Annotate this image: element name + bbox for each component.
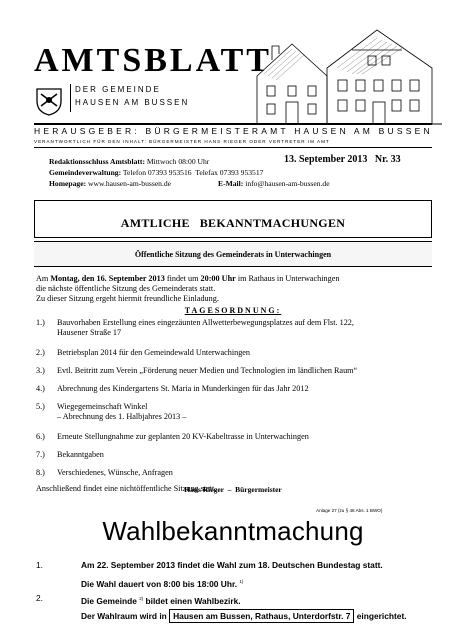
agenda-item-text: Verschiedenes, Wünsche, Anfragen (57, 468, 173, 477)
signature: Hans Rieger – Bürgermeister (184, 485, 282, 494)
polling-text-a: Der Wahlraum wird in (81, 611, 170, 621)
masthead-subtitle-line2: HAUSEN AM BUSSEN (75, 98, 190, 107)
intro-text-e: im Rathaus in Unterwachingen (235, 274, 340, 283)
closing-note: Anschließend findet eine nichtöffentliche Sitzung statt. (36, 484, 217, 493)
administration-line (49, 167, 263, 178)
annex-reference: Anlage 27 (zu § 48 Abs. 1 BWO) (316, 508, 383, 513)
subsection-title: Öffentliche Sitzung des Gemeinderats in Unterwachingen (134, 250, 332, 259)
masthead-subtitle-line1: DER GEMEINDE (75, 85, 161, 94)
email-link[interactable]: info@hausen-am-bussen.de (245, 179, 330, 188)
agenda-item-number: 5.) (36, 402, 45, 411)
election-hours-text (81, 576, 243, 590)
intro-text-c: findet um (164, 274, 201, 283)
agenda-item-text: Erneute Stellungnahme zur geplanten 20 KV-Kabeltrasse in Unterwachingen (57, 432, 309, 441)
polling-text-b: eingerichtet. (354, 611, 407, 621)
agenda-item-number: 6.) (36, 432, 45, 441)
footnote-marker-2: 2) (139, 596, 144, 601)
homepage-label: Homepage: (49, 179, 87, 188)
publisher-line: HERAUSGEBER: BÜRGERMEISTERAMT HAUSEN AM BUSSEN (34, 126, 433, 136)
meeting-date: Montag, den 16. September 2013 (50, 274, 165, 283)
footnote-marker-1: 1) (239, 579, 244, 584)
agenda-item-number: 8.) (36, 468, 45, 477)
agenda-item-number: 2.) (36, 348, 45, 357)
agenda-item-text (57, 318, 437, 338)
redaktion-line (49, 156, 209, 167)
redaktion-label: Redaktionsschluss Amtsblatt: (49, 157, 145, 166)
municipal-coat-of-arms-icon (34, 86, 64, 116)
meeting-time: 20:00 Uhr (200, 274, 236, 283)
election-date-text: Am 22. September 2013 findet die Wahl zum 18. Deutschen Bundestag statt. (81, 560, 383, 570)
agenda-item-text: Evtl. Beitritt zum Verein „Förderung neuer Medien und Technologien im ländlichen Raum“ (57, 366, 358, 375)
election-item-number-2: 2. (36, 593, 43, 603)
agenda-item-number: 4.) (36, 384, 45, 393)
district-text-a: Die Gemeinde (81, 595, 140, 606)
announcement-line1 (36, 274, 436, 284)
issue-date: 13. September 2013 Nr. 33 (284, 154, 401, 165)
administration-label: Gemeindeverwaltung: (49, 168, 122, 177)
masthead-divider (70, 84, 71, 112)
redaktion-value: Mittwoch 08:00 Uhr (146, 157, 210, 166)
agenda-item-number: 7.) (36, 450, 45, 459)
agenda-item-text: Bekanntgaben (57, 450, 104, 459)
email-label: E-Mail: (218, 179, 244, 188)
masthead-rule-top (34, 123, 432, 125)
homepage-line (49, 178, 171, 189)
masthead-rule-bottom (34, 147, 432, 148)
election-item-number-1: 1. (36, 560, 43, 570)
homepage-link[interactable]: www.hausen-am-bussen.de (88, 179, 172, 188)
agenda-item-text (57, 402, 437, 422)
agenda-item-text: Betriebsplan 2014 für den Gemeindewald Unterwachingen (57, 348, 251, 357)
agenda-item-line1: Bauvorhaben Erstellung eines eingezäunten Allwetterbewegungsplatzes auf dem Flst. 122, (57, 318, 354, 327)
election-hours: Die Wahl dauert von 8:00 bis 18:00 Uhr. (81, 578, 238, 589)
section-title: AMTLICHE BEKANNTMACHUNGEN (120, 216, 346, 230)
agenda-item-text: Abrechnung des Kindergartens St. Maria in Munderkingen für das Jahr 2012 (57, 384, 309, 393)
town-hall-illustration (252, 24, 442, 128)
masthead-title: AMTSBLATT (34, 42, 272, 79)
polling-station-location: Hausen am Bussen, Rathaus, Unterdorfstr. 7 (169, 609, 354, 623)
email-line (218, 178, 330, 189)
election-notice-title: Wahlbekanntmachung (102, 516, 364, 546)
agenda-heading: TAGESORDNUNG: (184, 306, 282, 315)
election-district-text (81, 593, 241, 607)
meeting-announcement (36, 274, 436, 304)
intro-text-a: Am (36, 274, 51, 283)
polling-station-text (81, 611, 407, 622)
district-text-b: bildet einen Wahlbezirk. (143, 595, 241, 606)
agenda-item-number: 1.) (36, 318, 45, 327)
agenda-item-number: 3.) (36, 366, 45, 375)
announcement-line2: die nächste öffentliche Sitzung des Gemeinderats statt. (36, 284, 216, 293)
announcement-line3: Zu dieser Sitzung ergeht hiermit freundliche Einladung. (36, 294, 219, 303)
responsible-line: VERANTWORTLICH FÜR DEN INHALT: BÜRGERMEISTER HANS RIEGER ODER VERTRETER IM AMT (34, 139, 330, 144)
agenda-item-line2: – Abrechnung des 1. Halbjahres 2013 – (57, 412, 187, 421)
agenda-item-line1: Wiegegemeinschaft Winkel (57, 402, 148, 411)
agenda-item-line2: Hausener Straße 17 (57, 328, 122, 337)
administration-value: Telefon 07393 953516 Telefax 07393 953517 (122, 168, 264, 177)
